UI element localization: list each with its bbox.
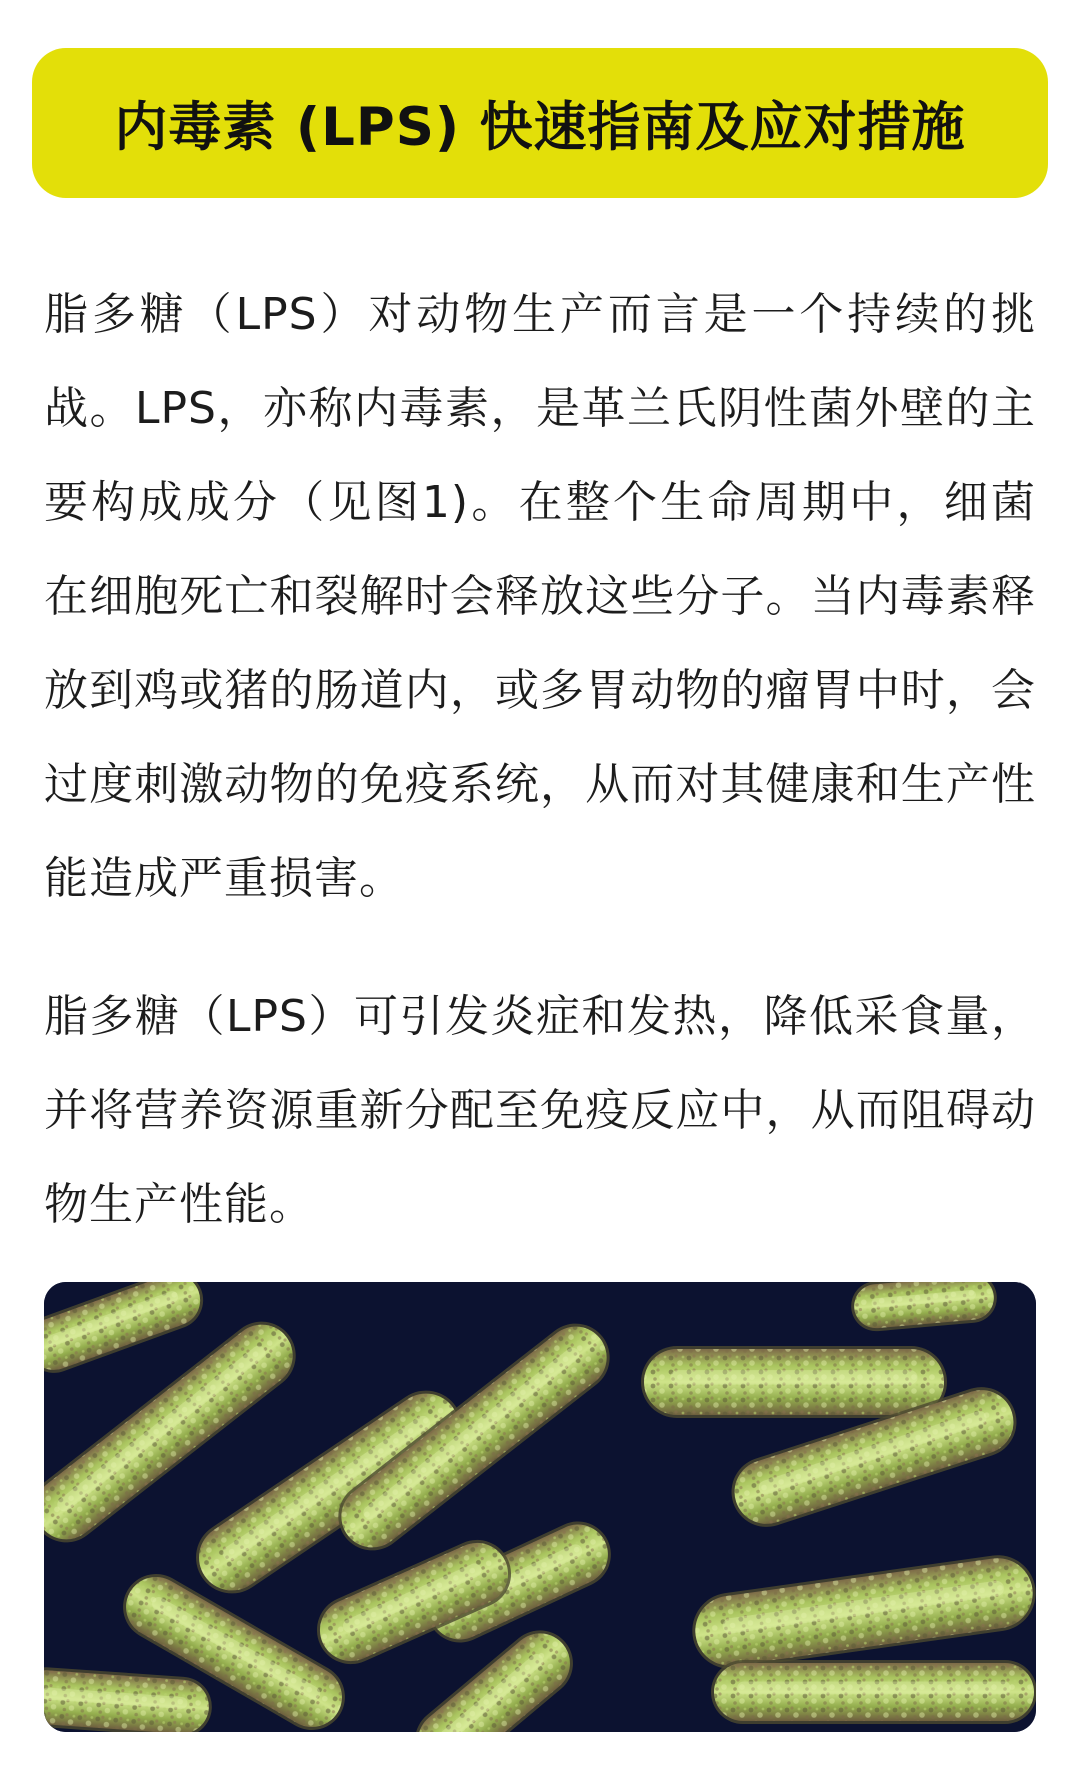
bacterium-rod [711,1660,1036,1724]
bacteria-image [44,1282,1036,1732]
bacterium-rod [641,1346,947,1418]
page-title: 内毒素 (LPS) 快速指南及应对措施 [114,97,966,158]
article-body [44,268,1036,1252]
paragraph-intro: 脂多糖（LPS）对动物生产而言是一个持续的挑战。LPS，亦称内毒素，是革兰氏阴性菌外壁的主要构成成分（见图1)。在整个生命周期中，细菌在细胞死亡和裂解时会释放这些分子。当内毒素释放到鸡或猪的肠道内，或多胃动物的瘤胃中时，会过度刺激动物的免疫系统，从而对其健康和生产性能造成严重损害。 [44,289,1036,904]
bacteria-illustration [44,1282,1036,1732]
paragraph-effects: 脂多糖（LPS）可引发炎症和发热，降低采食量，并将营养资源重新分配至免疫反应中，从而阻碍动物生产性能。 [44,991,1036,1230]
title-banner [32,48,1048,198]
